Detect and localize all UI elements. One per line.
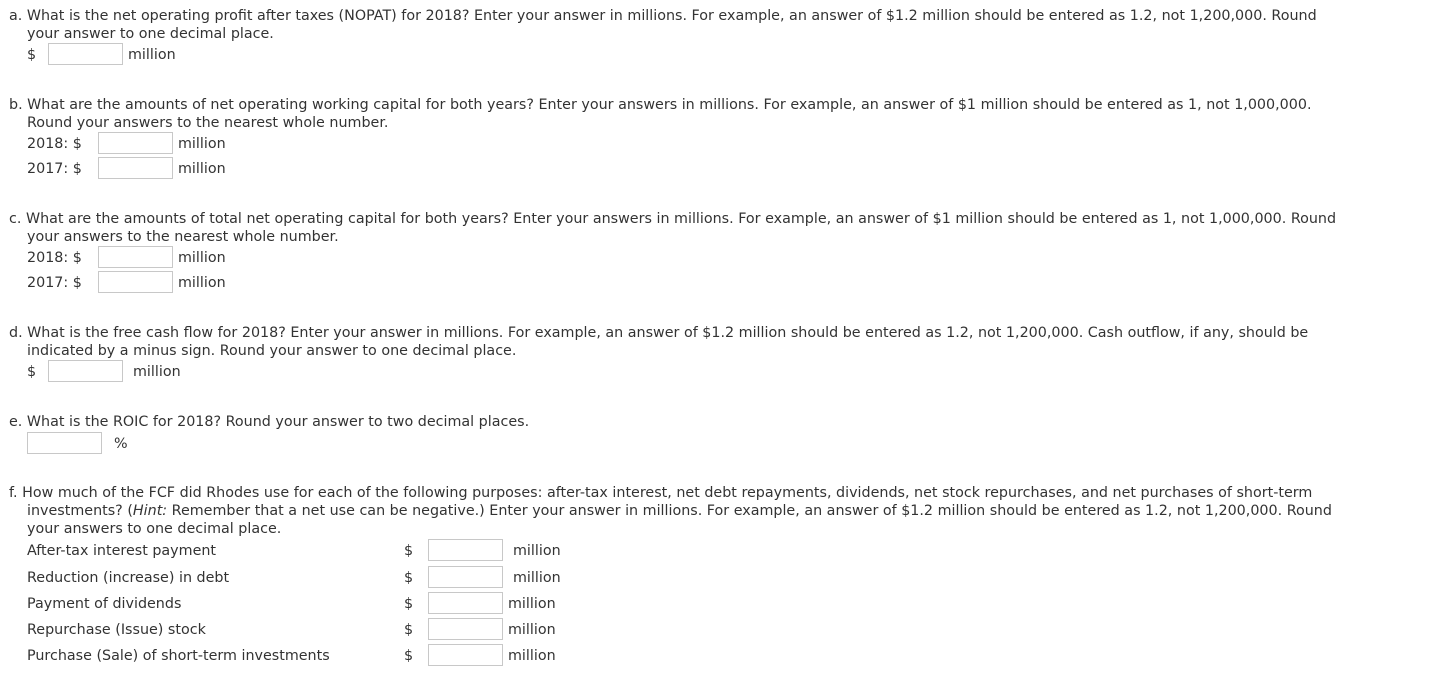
question-c-2017-unit: million <box>178 275 226 291</box>
question-b-2017-input[interactable] <box>98 157 173 179</box>
question-f-line3: your answers to one decimal place. <box>27 521 282 537</box>
question-f-row-dollar: $ <box>404 596 414 612</box>
question-f-row-unit: million <box>508 622 556 638</box>
question-e-text <box>9 413 1424 431</box>
question-f-line2-a: investments? ( <box>27 503 133 519</box>
question-c-text <box>9 210 1424 246</box>
question-a-nopat-input[interactable] <box>48 43 123 65</box>
question-c-2018-unit: million <box>178 250 226 266</box>
question-a-dollar: $ <box>27 47 37 63</box>
question-f-line2-b: Remember that a net use can be negative.) Enter your answer in millions. For example, an answer of $1.2 million should be entered as 1.2, not 1,200,000. Round <box>167 503 1332 519</box>
question-c-2018-input[interactable] <box>98 246 173 268</box>
question-c-2018-label: 2018: $ <box>27 250 82 266</box>
question-c-line1: c. What are the amounts of total net operating capital for both years? Enter your answers in millions. For example, an answer of $1 million should be entered as 1, not 1,000,000. Round <box>9 211 1337 227</box>
question-d-fcf-input[interactable] <box>48 360 123 382</box>
question-f-row-label: Payment of dividends <box>27 596 182 612</box>
question-f-row-unit: million <box>513 543 561 559</box>
question-e-percent: % <box>114 436 128 452</box>
question-d-unit: million <box>133 364 181 380</box>
question-a-line1: a. What is the net operating profit after taxes (NOPAT) for 2018? Enter your answer in millions. For example, an answer of $1.2 million should be entered as 1.2, not 1,200,000. Round <box>9 8 1317 24</box>
question-f-text <box>9 484 1424 538</box>
question-d-dollar: $ <box>27 364 37 380</box>
question-f-row-label: Repurchase (Issue) stock <box>27 622 206 638</box>
question-f-row-unit: million <box>513 570 561 586</box>
question-f-row-dollar: $ <box>404 622 414 638</box>
question-b-2018-input[interactable] <box>98 132 173 154</box>
question-f-row-label: After-tax interest payment <box>27 543 217 559</box>
question-e-line1: e. What is the ROIC for 2018? Round your answer to two decimal places. <box>9 414 530 430</box>
question-f-line1: f. How much of the FCF did Rhodes use for each of the following purposes: after-tax interest, net debt repayments, dividends, net stock repurchases, and net purchases of short-term <box>9 485 1313 501</box>
question-a-line2: your answer to one decimal place. <box>27 26 274 42</box>
question-f-row-dollar: $ <box>404 543 414 559</box>
question-f-row-label: Purchase (Sale) of short-term investments <box>27 648 330 664</box>
question-b-2017-label: 2017: $ <box>27 161 82 177</box>
question-b-2018-unit: million <box>178 136 226 152</box>
question-c-2017-label: 2017: $ <box>27 275 82 291</box>
question-f-row-unit: million <box>508 648 556 664</box>
after-tax-interest-input[interactable] <box>428 539 503 561</box>
question-c-line2: your answers to the nearest whole number. <box>27 229 339 245</box>
repurchase-stock-input[interactable] <box>428 618 503 640</box>
question-f-row-label: Reduction (increase) in debt <box>27 570 230 586</box>
question-b-text <box>9 96 1424 132</box>
question-d-line1: d. What is the free cash flow for 2018? Enter your answer in millions. For example, an answer of $1.2 million should be entered as 1.2, not 1,200,000. Cash outflow, if any, should be <box>9 325 1309 341</box>
question-d-line2: indicated by a minus sign. Round your answer to one decimal place. <box>27 343 517 359</box>
question-f-line2 <box>9 502 1424 520</box>
question-b-line1: b. What are the amounts of net operating working capital for both years? Enter your answers in millions. For example, an answer of $1 million should be entered as 1, not 1,000,000. <box>9 97 1312 113</box>
payment-of-dividends-input[interactable] <box>428 592 503 614</box>
question-b-line2: Round your answers to the nearest whole number. <box>27 115 389 131</box>
question-f-row-dollar: $ <box>404 648 414 664</box>
question-a-text <box>9 7 1424 43</box>
question-e-roic-input[interactable] <box>27 432 102 454</box>
question-a-unit: million <box>128 47 176 63</box>
question-d-text <box>9 324 1424 360</box>
question-b-2018-label: 2018: $ <box>27 136 82 152</box>
question-f-row-unit: million <box>508 596 556 612</box>
question-c-2017-input[interactable] <box>98 271 173 293</box>
question-b-2017-unit: million <box>178 161 226 177</box>
reduction-in-debt-input[interactable] <box>428 566 503 588</box>
short-term-investments-input[interactable] <box>428 644 503 666</box>
question-f-row-dollar: $ <box>404 570 414 586</box>
question-f-hint: Hint: <box>132 503 168 519</box>
